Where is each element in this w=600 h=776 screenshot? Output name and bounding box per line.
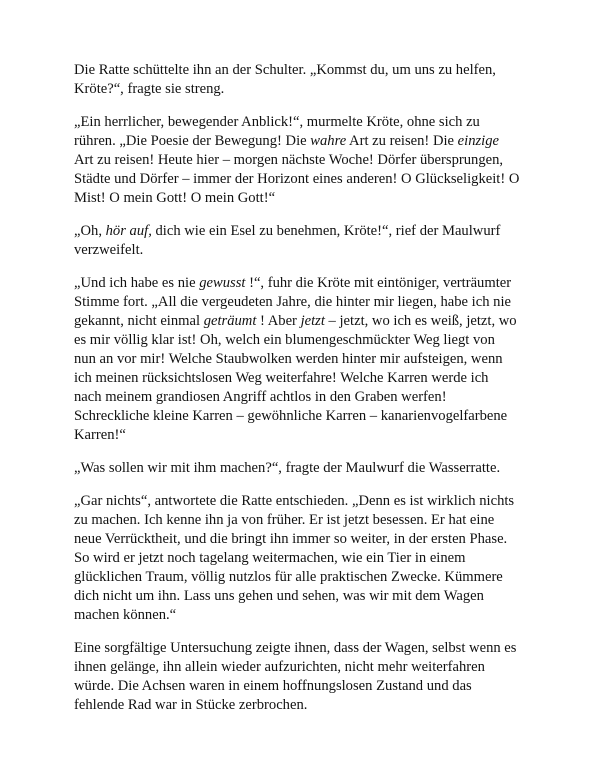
text-run: !“, fuhr die Kröte mit eintöniger, verträumter [245, 275, 512, 291]
text-run: dich wie ein Esel zu benehmen, Kröte!“, rief der Maulwurf [151, 223, 501, 239]
paragraph [74, 222, 536, 260]
text-line [74, 658, 536, 677]
text-run: ich meinen rücksichtslosen Weg weiterfahre! Welche Karren werde ich [74, 370, 489, 386]
text-line [74, 568, 536, 587]
text-run: Mist! O mein Gott! O mein Gott!“ [74, 190, 276, 206]
text-run: Karren!“ [74, 427, 126, 443]
text-run: würde. Die Achsen waren in einem hoffnungslosen Zustand und das [74, 678, 472, 694]
text-run: „Ein herrlicher, bewegender Anblick!“, murmelte Kröte, ohne sich zu [74, 114, 480, 130]
italic-text: hör auf, [105, 223, 152, 239]
text-run: Die Ratte schüttelte ihn an der Schulter. „Kommst du, um uns zu helfen, [74, 62, 496, 78]
text-run: glücklichen Traum, völlig nutzlos für alle praktischen Zwecke. Kümmere [74, 569, 503, 585]
text-run: Schreckliche kleine Karren – gewöhnliche Karren – kanarienvogelfarbene [74, 408, 508, 424]
italic-text: jetzt [300, 313, 325, 329]
italic-text: gewusst [199, 275, 246, 291]
text-run: nun an vor mir! Welche Staubwolken werden hinter mir aufsteigen, wenn [74, 351, 503, 367]
text-run: „Gar nichts“, antwortete die Ratte entschieden. „Denn es ist wirklich nichts [74, 493, 515, 509]
text-run: dich nicht um ihn. Lass uns gehen und sehen, was wir mit dem Wagen [74, 588, 484, 604]
text-line [74, 350, 536, 369]
text-run: nach meinem grandiosen Angriff achtlos in den Graben werfen! [74, 389, 447, 405]
text-run: Art zu reisen! Die [346, 133, 458, 149]
text-run: Eine sorgfältige Untersuchung zeigte ihnen, dass der Wagen, selbst wenn es [74, 640, 517, 656]
text-run: „Und ich habe es nie [74, 275, 200, 291]
paragraph [74, 459, 536, 478]
text-run: – jetzt, wo ich es weiß, jetzt, wo [324, 313, 517, 329]
italic-text: geträumt [203, 313, 257, 329]
text-line [74, 312, 536, 331]
text-line [74, 293, 536, 312]
text-run: So wird er jetzt noch tagelang weitermachen, wie ein Tier in einem [74, 550, 466, 566]
text-line [74, 369, 536, 388]
text-line [74, 606, 536, 625]
text-line [74, 189, 536, 208]
text-line [74, 696, 536, 715]
text-run: ihnen gelänge, ihn allein wieder aufzurichten, nicht mehr weiterfahren [74, 659, 485, 675]
text-line [74, 132, 536, 151]
text-line [74, 222, 536, 241]
text-line [74, 151, 536, 170]
paragraph [74, 274, 536, 445]
text-line [74, 426, 536, 445]
text-line [74, 492, 536, 511]
text-run: zu machen. Ich kenne ihn ja von früher. Er ist jetzt besessen. Er hat eine [74, 512, 495, 528]
text-run: „Was sollen wir mit ihm machen?“, fragte der Maulwurf die Wasserratte. [74, 460, 501, 476]
text-run: Stimme fort. „All die vergeudeten Jahre, die hinter mir liegen, habe ich nie [74, 294, 511, 310]
paragraph [74, 492, 536, 625]
text-run: ! Aber [256, 313, 301, 329]
paragraph [74, 639, 536, 715]
text-run: neue Verrücktheit, und die bringt ihn immer so weiter, in der ersten Phase. [74, 531, 508, 547]
text-line [74, 530, 536, 549]
text-run: Städte und Dörfer – immer der Horizont eines anderen! O Glückseligkeit! O [74, 171, 520, 187]
text-run: rühren. „Die Poesie der Bewegung! Die [74, 133, 311, 149]
text-line [74, 549, 536, 568]
text-line [74, 677, 536, 696]
text-run: Kröte?“, fragte sie streng. [74, 81, 225, 97]
paragraph [74, 113, 536, 208]
text-run: fehlende Rad war in Stücke zerbrochen. [74, 697, 308, 713]
paragraph [74, 61, 536, 99]
text-run: Art zu reisen! Heute hier – morgen nächste Woche! Dörfer übersprungen, [74, 152, 504, 168]
text-line [74, 241, 536, 260]
text-run: verzweifelt. [74, 242, 144, 258]
text-line [74, 388, 536, 407]
text-line [74, 639, 536, 658]
text-line [74, 331, 536, 350]
document-page [74, 61, 536, 729]
text-line [74, 459, 536, 478]
italic-text: einzige [457, 133, 500, 149]
text-line [74, 407, 536, 426]
text-line [74, 511, 536, 530]
text-line [74, 170, 536, 189]
text-line [74, 80, 536, 99]
text-run: es mir völlig klar ist! Oh, welch ein blumengeschmückter Weg liegt von [74, 332, 495, 348]
text-run: „Oh, [74, 223, 106, 239]
text-run: machen können.“ [74, 607, 177, 623]
text-line [74, 587, 536, 606]
text-line [74, 61, 536, 80]
italic-text: wahre [310, 133, 347, 149]
text-line [74, 274, 536, 293]
text-line [74, 113, 536, 132]
text-run: gekannt, nicht einmal [74, 313, 204, 329]
